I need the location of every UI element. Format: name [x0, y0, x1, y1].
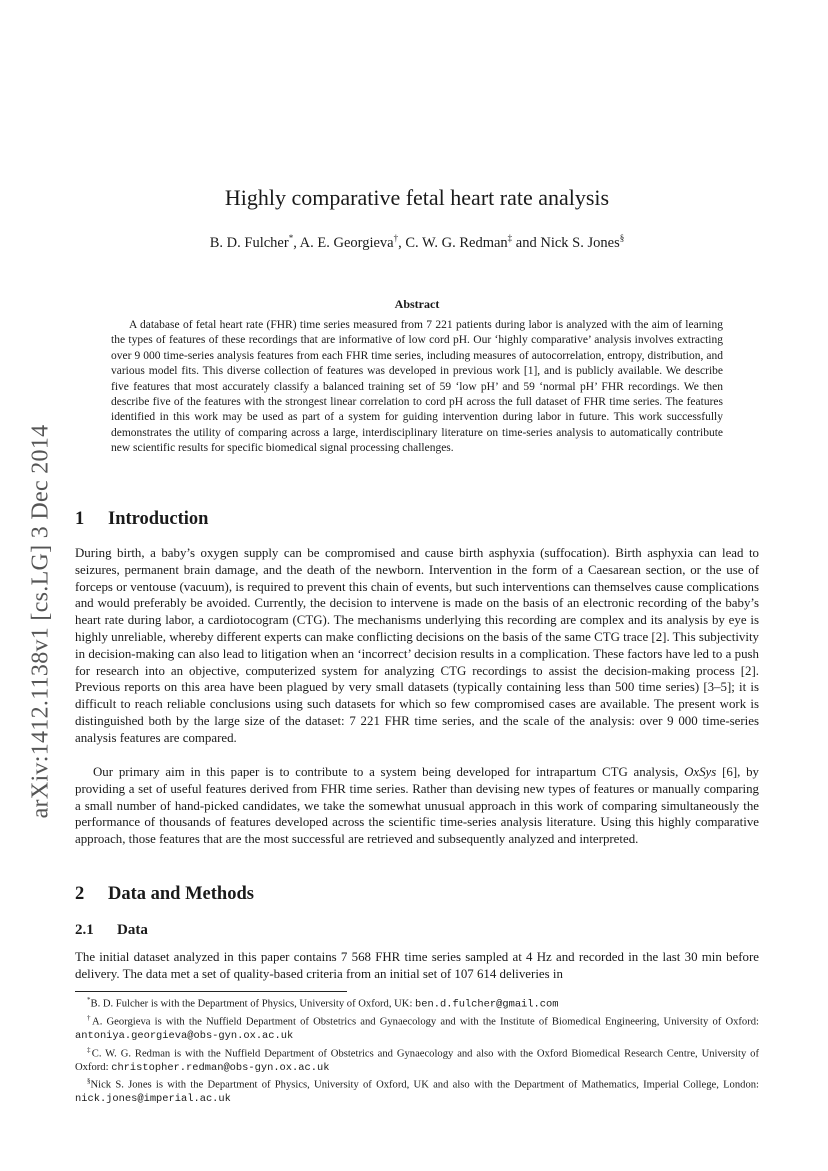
arxiv-identifier-text: arXiv:1412.1138v1 [cs.LG] 3 Dec 2014: [27, 424, 54, 818]
footnote-mark: *: [87, 996, 91, 1004]
citation-link[interactable]: [1]: [523, 365, 538, 378]
footnote: [75, 994, 759, 1012]
citation-link[interactable]: [2]: [740, 663, 756, 678]
section-number: 1: [75, 509, 85, 529]
citation-link[interactable]: [6]: [722, 765, 738, 779]
section-title: Data and Methods: [108, 884, 254, 904]
section-heading-data-methods: [75, 884, 254, 905]
system-name: OxSys: [684, 765, 717, 779]
intro-text: During birth, a baby’s oxygen supply can be compromised and cause birth asphyxia (suffocation). Birth asphyxia can lead to seizures, permanent brain damage, and the death of the newborn. Intervention in the form of a Caesarean section, or the use of forceps or ventouse (vacuum), is required to prevent this chain of events, but such interventions can themselves cause complications and would preferably be avoided. Currently, the decision to intervene is made on the basis of an electronic recording of the baby’s heart rate during labor, a cardiotocogram (CTG). The mechanisms underlying this recording are complex and its analysis by eye is highly unreliable, whereby different experts can make conflicting decisions on the basis of the same CTG trace: [75, 546, 759, 644]
author-mark: †: [393, 233, 399, 243]
intro-text: Our primary aim in this paper is to contribute to a system being developed for intrapartum CTG analysis,: [93, 765, 685, 779]
author-name: C. W. G. Redman: [405, 234, 508, 251]
footnote-mark: ‡: [87, 1045, 92, 1054]
intro-paragraph-2: [75, 764, 759, 848]
author-name: B. D. Fulcher: [209, 234, 289, 251]
footnote-text: C. W. G. Redman is with the Nuffield Department of Obstetrics and Gynaecology and also with the Oxford Biomedical Research Centre, University of Oxford:: [75, 1048, 760, 1073]
intro-text: ; it is difficult to reach reliable conclusions using such datasets for which so few compromised cases are available. The present work is distinguished both by the large size of the dataset: 7 221 FHR time series, and the scale of the analysis: over 9 000 time-series analysis features are compared.: [75, 680, 759, 745]
arxiv-identifier: [22, 372, 60, 870]
citation-link[interactable]: [3–5]: [703, 680, 732, 695]
email-link[interactable]: christopher.redman@obs-gyn.ox.ac.uk: [111, 1061, 330, 1074]
email-link[interactable]: ben.d.fulcher@gmail.com: [415, 998, 559, 1011]
author-mark: *: [288, 233, 294, 243]
author-list: B. D. Fulcher*, A. E. Georgieva†, C. W. G. Redman‡ and Nick S. Jones§: [209, 233, 625, 251]
intro-text: . This subjectivity in decision-making can also lead to litigation when an ‘incorrect’ decision results in a complication. These factors have led to a push for research into an objective, computerized system for analyzing CTG recordings to assist the decision-making process: [75, 629, 759, 678]
footnote: [75, 1044, 759, 1075]
footnote-mark: §: [87, 1077, 91, 1086]
footnotes: [75, 994, 759, 1107]
author-name: A. E. Georgieva: [299, 234, 394, 251]
author-mark: ‡: [507, 233, 513, 243]
email-link[interactable]: nick.jones@imperial.ac.uk: [75, 1093, 231, 1106]
author-name: Nick S. Jones: [540, 234, 620, 251]
section-title: Introduction: [108, 509, 209, 529]
subsection-title: Data: [117, 922, 148, 938]
abstract-heading: Abstract: [394, 297, 440, 311]
email-link[interactable]: antoniya.georgieva@obs-gyn.ox.ac.uk: [75, 1030, 294, 1043]
abstract-part: , and is publicly available. We describe five features that most accurately classify a balanced training set of 59 ‘low pH’ and 59 ‘normal pH’ FHR recordings. We then describe five of the features with the strongest linear correlation to cord pH across the full dataset of FHR time series. The features identified in this work may be used as part of a system for guiding intervention during labor in future. This work successfully demonstrates the utility of comparing across a large, interdisciplinary literature on time-series analysis to automatically contribute new scientific results for specific biomedical signal processing challenges.: [111, 365, 723, 455]
intro-text: , by providing a set of useful features derived from FHR time series. Rather than devising new types of features or manually comparing a small number of hand-picked candidates, we take the somewhat unusual approach in this work of comparing simultaneously the performance of thousands of features developed across the scientific time-series analysis literature. Using this highly comparative approach, those features that are the most successful are retrieved and subsequently analyzed and interpreted.: [75, 765, 759, 847]
footnote: [75, 1012, 759, 1043]
intro-text: . Previous reports on this area have been plagued by very small datasets (typically containing less than 500 time series): [75, 663, 759, 695]
intro-paragraph-1: [75, 545, 759, 747]
abstract-text: [111, 318, 723, 457]
footnote-text: A. Georgieva is with the Nuffield Department of Obstetrics and Gynaecology and with the Institute of Biomedical Engineering, University of Oxford:: [92, 1016, 760, 1028]
footnote-text: Nick S. Jones is with the Department of Physics, University of Oxford, UK and also with the Department of Mathematics, Imperial College, London:: [90, 1079, 759, 1091]
subsection-number: 2.1: [75, 922, 94, 938]
abstract-part: A database of fetal heart rate (FHR) time series measured from 7 221 patients during labor is analyzed with the aim of learning the types of features of these recordings that are informative of low cord pH. Our ‘highly comparative’ analysis involves extracting over 9 000 time-series analysis features from each FHR time series, including measures of autocorrelation, entropy, distribution, and various model fits. This diverse collection of features was developed in previous work: [111, 319, 723, 378]
footnote: [75, 1075, 759, 1106]
author-conjunction: and: [515, 234, 537, 251]
subsection-heading-data: [75, 922, 148, 939]
section-number: 2: [75, 884, 85, 904]
footnote-text: B. D. Fulcher is with the Department of Physics, University of Oxford, UK:: [90, 998, 416, 1010]
author-mark: §: [619, 233, 625, 243]
data-paragraph: The initial dataset analyzed in this paper contains 7 568 FHR time series sampled at 4 Hz and recorded in the last 30 min before delivery. The data met a set of quality-based criteria from an initial set of 107 614 deliveries in: [75, 950, 759, 981]
footnote-rule: [75, 991, 347, 992]
section-heading-introduction: [75, 509, 208, 530]
footnote-mark: †: [87, 1014, 93, 1023]
citation-link[interactable]: [2]: [651, 629, 667, 644]
paper-title: Highly comparative fetal heart rate analysis: [224, 185, 610, 210]
